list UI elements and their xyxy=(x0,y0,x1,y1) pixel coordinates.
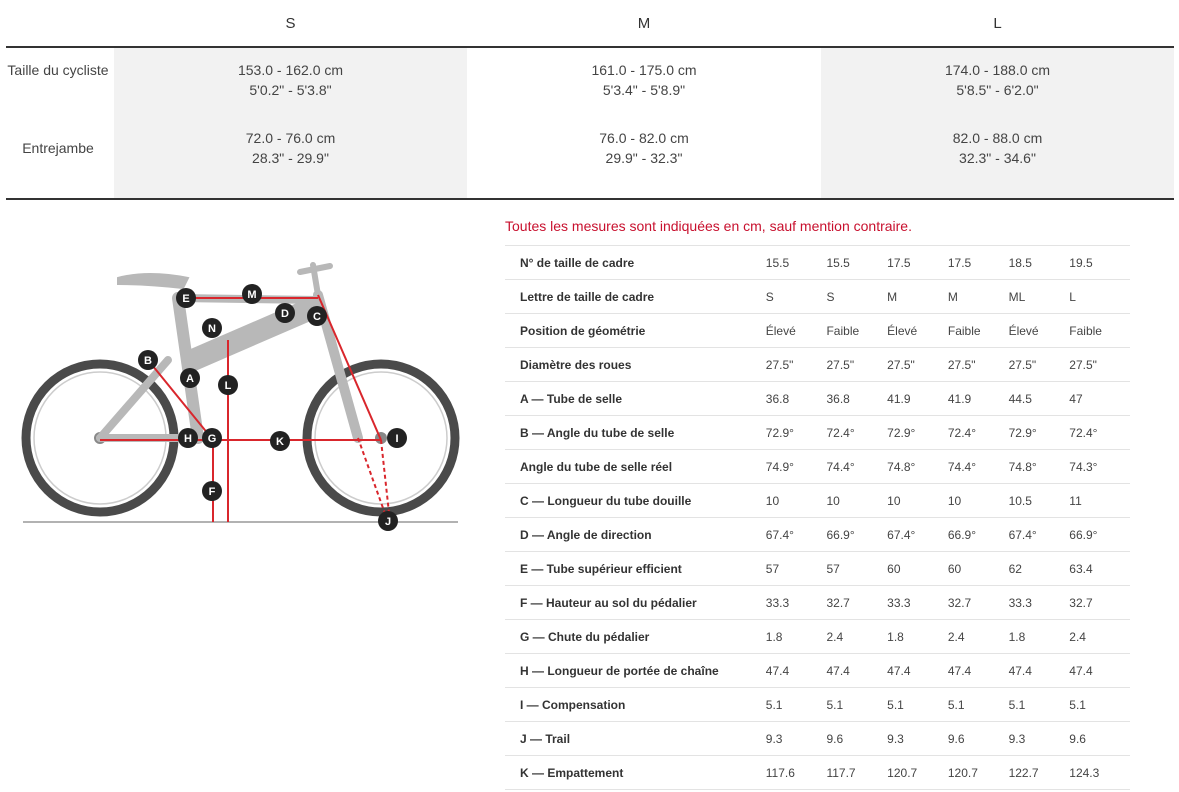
geometry-cell: 27.5" xyxy=(765,357,794,372)
geometry-cell: 47.4 xyxy=(765,663,790,678)
rider-height-s xyxy=(114,60,467,100)
callout-G xyxy=(202,428,222,448)
inseam-s-cm: 72.0 - 76.0 cm xyxy=(245,130,336,146)
geometry-row xyxy=(505,756,1130,790)
svg-text:A: A xyxy=(186,373,194,385)
geometry-cell: 44.5 xyxy=(1008,391,1032,406)
geometry-cell: 9.3 xyxy=(887,731,904,746)
geometry-row xyxy=(505,688,1130,722)
inseam-l xyxy=(821,128,1174,168)
geometry-row xyxy=(505,552,1130,586)
geometry-cell: 124.3 xyxy=(1069,765,1100,780)
inseam-m-in: 29.9" - 32.3" xyxy=(605,150,683,166)
geometry-row-label: C — Longueur du tube douille xyxy=(520,493,692,508)
geometry-cell: 57 xyxy=(826,561,840,576)
geometry-cell: 10 xyxy=(947,493,962,508)
geometry-cell: 72.9° xyxy=(1008,425,1037,440)
geometry-cell: 120.7 xyxy=(887,765,918,780)
callout-M xyxy=(242,284,262,304)
geometry-row-label: E — Tube supérieur efficient xyxy=(520,561,682,576)
geometry-row-label: K — Empattement xyxy=(520,765,624,780)
rider-height-l-cm: 174.0 - 188.0 cm xyxy=(944,62,1051,78)
geometry-cell: Faible xyxy=(947,323,981,338)
size-header-l: L xyxy=(993,14,1002,32)
geometry-row xyxy=(505,416,1130,450)
size-row-labels xyxy=(6,48,114,198)
geometry-cell: 10 xyxy=(765,493,780,508)
geometry-cell: 5.1 xyxy=(826,697,844,712)
geometry-cell: 5.1 xyxy=(1069,697,1086,712)
geometry-cell: 60 xyxy=(887,561,901,576)
geometry-cell: 120.7 xyxy=(947,765,978,780)
geometry-cell: 5.1 xyxy=(765,697,783,712)
geometry-cell: 74.4° xyxy=(947,459,977,474)
geometry-cell: 10.5 xyxy=(1008,493,1032,508)
geometry-cell: 9.3 xyxy=(1008,731,1026,746)
callout-K xyxy=(270,431,290,451)
geometry-cell: 122.7 xyxy=(1008,765,1039,780)
geometry-cell: 1.8 xyxy=(1008,629,1026,644)
geometry-cell: 47 xyxy=(1069,391,1083,406)
geometry-cell: 5.1 xyxy=(1008,697,1026,712)
callout-H xyxy=(178,428,198,448)
rider-height-label: Taille du cycliste xyxy=(7,62,109,78)
geometry-row xyxy=(505,586,1130,620)
units-note: Toutes les mesures sont indiquées en cm, sauf mention contraire. xyxy=(505,218,912,234)
geometry-cell: 1.8 xyxy=(765,629,783,644)
geometry-cell: 117.6 xyxy=(765,765,795,780)
geometry-cell: 2.4 xyxy=(1069,629,1086,644)
geometry-cell: 67.4° xyxy=(887,527,916,542)
geometry-cell: 9.3 xyxy=(765,731,783,746)
svg-text:C: C xyxy=(313,311,321,323)
geometry-row-label: I — Compensation xyxy=(520,697,626,712)
geometry-cell: 9.6 xyxy=(1069,731,1086,746)
rider-height-l xyxy=(821,60,1174,100)
size-header-row xyxy=(6,0,1174,48)
rider-height-l-ft: 5'8.5" - 6'2.0" xyxy=(956,82,1039,98)
inseam-m xyxy=(467,128,821,168)
geometry-cell: Faible xyxy=(1069,323,1102,338)
svg-text:H: H xyxy=(184,433,192,445)
geometry-cell: L xyxy=(1069,289,1076,304)
size-column-m xyxy=(467,48,821,198)
geometry-cell: 72.9° xyxy=(887,425,916,440)
geometry-cell: 27.5" xyxy=(826,357,855,372)
geometry-cell: 33.3 xyxy=(887,595,911,610)
geometry-cell: 47.4 xyxy=(826,663,850,678)
geometry-cell: 60 xyxy=(947,561,962,576)
geometry-cell: Élevé xyxy=(765,323,796,338)
rider-height-m-ft: 5'3.4" - 5'8.9" xyxy=(602,82,686,98)
geometry-row-label: N° de taille de cadre xyxy=(520,255,635,270)
geometry-cell: 32.7 xyxy=(826,595,850,610)
geometry-cell: 47.4 xyxy=(947,663,972,678)
geometry-row-label: Angle du tube de selle réel xyxy=(520,459,673,474)
geometry-cell: 17.5 xyxy=(947,255,972,270)
geometry-cell: 17.5 xyxy=(887,255,911,270)
geometry-row xyxy=(505,654,1130,688)
geometry-cell: 15.5 xyxy=(826,255,850,270)
svg-text:D: D xyxy=(281,308,289,320)
geometry-cell: 10 xyxy=(887,493,901,508)
svg-text:J: J xyxy=(384,516,392,528)
callout-D xyxy=(275,303,295,323)
geometry-cell: 2.4 xyxy=(826,629,844,644)
geometry-cell: 27.5" xyxy=(947,357,976,372)
geometry-row-label: B — Angle du tube de selle xyxy=(520,425,675,440)
geometry-cell: 5.1 xyxy=(887,697,904,712)
geometry-cell: 66.9° xyxy=(1069,527,1098,542)
geometry-row xyxy=(505,314,1130,348)
callout-E xyxy=(176,288,196,308)
geometry-cell: 9.6 xyxy=(947,731,965,746)
geometry-cell: ML xyxy=(1008,289,1026,304)
svg-text:M: M xyxy=(247,289,257,301)
geometry-row-label: H — Longueur de portée de chaîne xyxy=(520,663,719,678)
geometry-cell: 72.4° xyxy=(947,425,977,440)
geometry-row-label: G — Chute du pédalier xyxy=(520,629,650,644)
geometry-cell: 36.8 xyxy=(826,391,850,406)
callout-B xyxy=(138,350,158,370)
rider-height-m-cm: 161.0 - 175.0 cm xyxy=(591,62,697,78)
geometry-cell: M xyxy=(887,289,898,304)
geometry-cell: 33.3 xyxy=(1008,595,1032,610)
geometry-cell: 27.5" xyxy=(887,357,915,372)
geometry-cell: 72.4° xyxy=(826,425,855,440)
geometry-cell: 15.5 xyxy=(765,255,790,270)
svg-text:L: L xyxy=(224,380,232,392)
geometry-cell: 117.7 xyxy=(826,765,856,780)
svg-text:N: N xyxy=(208,323,216,335)
geometry-cell: 1.8 xyxy=(887,629,904,644)
callout-C xyxy=(307,306,327,326)
geometry-row-label: Lettre de taille de cadre xyxy=(520,289,655,304)
geometry-cell: 5.1 xyxy=(947,697,965,712)
geometry-cell: Élevé xyxy=(1008,323,1039,338)
geometry-cell: 18.5 xyxy=(1008,255,1032,270)
geometry-cell: 67.4° xyxy=(1008,527,1037,542)
geometry-cell: 11 xyxy=(1069,493,1082,508)
geometry-cell: 57 xyxy=(765,561,780,576)
svg-text:I: I xyxy=(395,433,399,445)
rider-height-s-ft: 5'0.2" - 5'3.8" xyxy=(249,82,332,98)
geometry-cell: 19.5 xyxy=(1069,255,1093,270)
bike-geometry-diagram xyxy=(18,250,463,540)
geometry-row-label: J — Trail xyxy=(520,731,571,746)
geometry-cell: S xyxy=(826,289,835,304)
geometry-row-label: A — Tube de selle xyxy=(520,391,623,406)
geometry-cell: 33.3 xyxy=(765,595,790,610)
geometry-cell: 74.9° xyxy=(765,459,794,474)
geometry-cell: 47.4 xyxy=(887,663,911,678)
rider-height-s-cm: 153.0 - 162.0 cm xyxy=(237,62,344,78)
geometry-cell: S xyxy=(765,289,774,304)
size-header-m: M xyxy=(637,14,651,32)
svg-text:E: E xyxy=(182,293,190,305)
geometry-cell: 63.4 xyxy=(1069,561,1093,576)
geometry-cell: 9.6 xyxy=(826,731,844,746)
geometry-cell: 2.4 xyxy=(947,629,965,644)
geometry-cell: 36.8 xyxy=(765,391,790,406)
callout-N xyxy=(202,318,222,338)
geometry-cell: 74.8° xyxy=(1008,459,1037,474)
size-column-l xyxy=(821,48,1174,198)
size-body xyxy=(6,48,1174,200)
geometry-cell: 10 xyxy=(826,493,840,508)
svg-text:B: B xyxy=(144,355,152,367)
geometry-row xyxy=(505,620,1130,654)
geometry-row xyxy=(505,348,1130,382)
geometry-row xyxy=(505,722,1130,756)
geometry-cell: 74.3° xyxy=(1069,459,1098,474)
geometry-row xyxy=(505,246,1130,280)
inseam-m-cm: 76.0 - 82.0 cm xyxy=(599,130,689,146)
geometry-row xyxy=(505,450,1130,484)
geometry-table xyxy=(505,245,1130,790)
svg-text:K: K xyxy=(276,436,284,448)
svg-text:G: G xyxy=(207,433,217,445)
geometry-cell: M xyxy=(947,289,958,304)
geometry-cell: 72.9° xyxy=(765,425,794,440)
geometry-row-label: Position de géométrie xyxy=(520,323,646,338)
geometry-cell: 66.9° xyxy=(947,527,977,542)
callout-F xyxy=(202,481,222,501)
rider-height-m xyxy=(467,60,821,100)
geometry-row xyxy=(505,280,1130,314)
callout-J xyxy=(378,511,398,531)
geometry-row xyxy=(505,518,1130,552)
size-column-s xyxy=(114,48,467,198)
geometry-cell: 47.4 xyxy=(1069,663,1093,678)
geometry-row xyxy=(505,382,1130,416)
inseam-l-cm: 82.0 - 88.0 cm xyxy=(952,130,1043,146)
geometry-cell: 67.4° xyxy=(765,527,794,542)
geometry-cell: 74.4° xyxy=(826,459,855,474)
geometry-cell: 27.5" xyxy=(1008,357,1037,372)
inseam-l-in: 32.3" - 34.6" xyxy=(959,150,1036,166)
geometry-cell: 72.4° xyxy=(1069,425,1098,440)
geometry-cell: 62 xyxy=(1008,561,1022,576)
callout-I xyxy=(387,428,407,448)
geometry-row xyxy=(505,484,1130,518)
geometry-row-label: Diamètre des roues xyxy=(520,357,632,372)
geometry-cell: 32.7 xyxy=(947,595,972,610)
geometry-cell: 32.7 xyxy=(1069,595,1093,610)
callout-L xyxy=(218,375,238,395)
svg-text:F: F xyxy=(208,486,216,498)
geometry-cell: 74.8° xyxy=(887,459,916,474)
size-header-corner xyxy=(6,0,114,46)
geometry-cell: 41.9 xyxy=(887,391,911,406)
inseam-label: Entrejambe xyxy=(22,140,94,156)
callout-A xyxy=(180,368,200,388)
geometry-cell: Faible xyxy=(826,323,860,338)
geometry-cell: 66.9° xyxy=(826,527,855,542)
rider-size-table xyxy=(6,0,1174,200)
geometry-cell: 27.5" xyxy=(1069,357,1097,372)
inseam-s xyxy=(114,128,467,168)
size-header-s: S xyxy=(285,14,296,32)
geometry-row-label: D — Angle de direction xyxy=(520,527,652,542)
geometry-cell: 41.9 xyxy=(947,391,972,406)
geometry-cell: 47.4 xyxy=(1008,663,1032,678)
geometry-cell: Élevé xyxy=(887,323,918,338)
inseam-s-in: 28.3" - 29.9" xyxy=(252,150,329,166)
geometry-row-label: F — Hauteur au sol du pédalier xyxy=(520,595,697,610)
